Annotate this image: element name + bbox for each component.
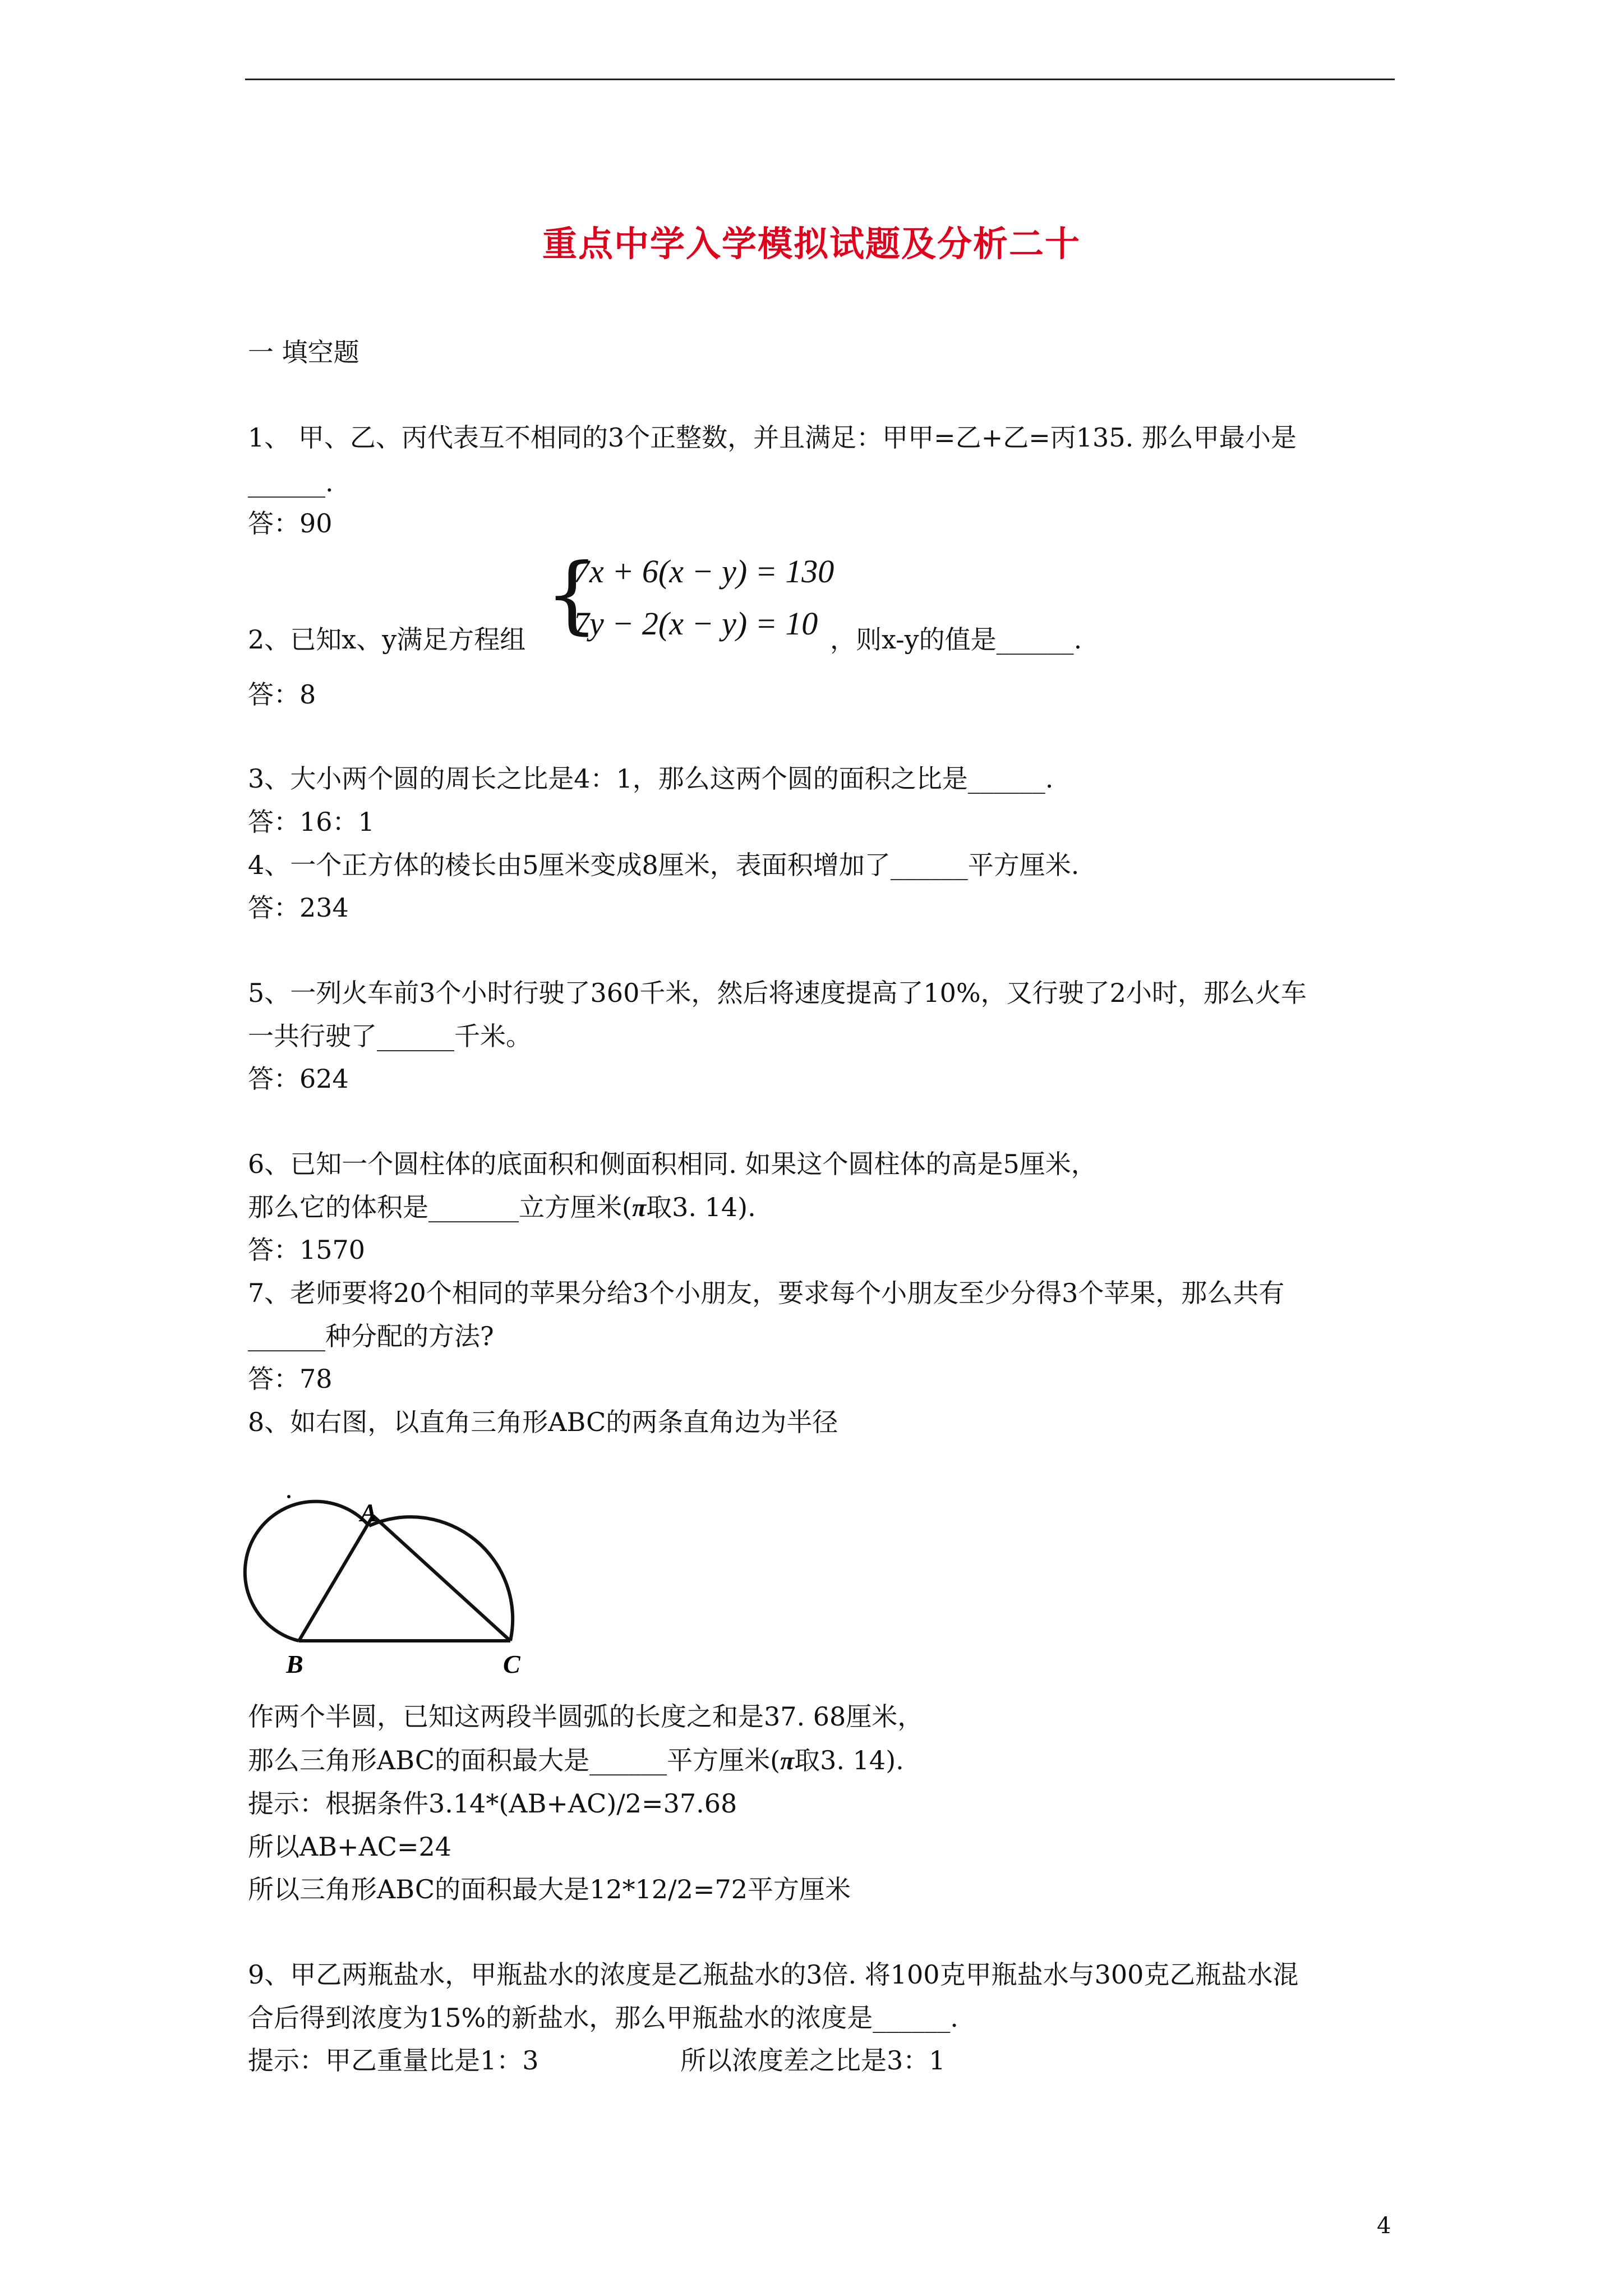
question-3: 3、大小两个圆的周长之比是4：1，那么这两个圆的面积之比是______. (248, 763, 1054, 794)
hint-8-line-1: 提示：根据条件3.14*(AB+AC)/2=37.68 (248, 1788, 737, 1819)
hint-8-line-3: 所以三角形ABC的面积最大是12*12/2=72平方厘米 (248, 1874, 851, 1904)
answer-4: 答：234 (248, 892, 349, 923)
question-2-suffix: ，则x-y的值是______. (830, 624, 1082, 655)
equation-1: 7x + 6(x − y) = 130 (573, 553, 834, 590)
question-9-line-2: 合后得到浓度为15%的新盐水，那么甲瓶盐水的浓度是______. (248, 2003, 958, 2033)
answer-2: 答：8 (248, 679, 316, 710)
question-6-text: 那么它的体积是_______立方厘米( (248, 1192, 632, 1222)
hint-9-part-2: 所以浓度差之比是3：1 (680, 2045, 946, 2076)
equation-2: 7y − 2(x − y) = 10 (573, 605, 818, 642)
semicircle-ab (245, 1502, 369, 1641)
header-rule (245, 79, 1395, 80)
equation-brace: { (545, 546, 599, 643)
pi-symbol: π (631, 1193, 647, 1222)
answer-3: 答：16：1 (248, 807, 375, 837)
question-1-line-2: ______. (248, 467, 334, 498)
triangle-semicircles-figure (241, 1475, 544, 1683)
question-9-line-1: 9、甲乙两瓶盐水，甲瓶盐水的浓度是乙瓶盐水的3倍. 将100克甲瓶盐水与300克乙瓶盐水混 (248, 1959, 1299, 1990)
question-7-line-2: ______种分配的方法? (248, 1321, 494, 1351)
question-6-text-end: 取3. 14). (646, 1192, 756, 1222)
side-ac (373, 1516, 510, 1641)
answer-5: 答：624 (248, 1064, 349, 1094)
hint-8-line-2: 所以AB+AC=24 (248, 1832, 452, 1862)
section-heading: 一 填空题 (248, 337, 359, 367)
label-a: A (360, 1498, 377, 1527)
answer-6: 答：1570 (248, 1235, 366, 1265)
question-8-line-3 (248, 1743, 904, 1778)
label-b: B (286, 1650, 303, 1678)
question-5-line-2: 一共行驶了______千米。 (248, 1021, 532, 1051)
question-6-line-2 (248, 1190, 756, 1225)
question-8-line-2: 作两个半圆，已知这两段半圆弧的长度之和是37. 68厘米， (248, 1701, 924, 1732)
question-6-line-1: 6、已知一个圆柱体的底面积和侧面积相同. 如果这个圆柱体的高是5厘米， (248, 1149, 1097, 1179)
question-8-text-end: 取3. 14). (794, 1745, 904, 1775)
answer-7: 答：78 (248, 1364, 333, 1394)
question-8-text: 那么三角形ABC的面积最大是______平方厘米( (248, 1745, 781, 1775)
label-c: C (503, 1650, 520, 1678)
question-2-prefix: 2、已知x、y满足方程组 (248, 624, 526, 655)
side-ab (299, 1516, 373, 1641)
pi-symbol-2: π (780, 1746, 795, 1775)
question-8: 8、如右图，以直角三角形ABC的两条直角边为半径 (248, 1407, 838, 1437)
page-number: 4 (1377, 2213, 1391, 2239)
answer-1: 答：90 (248, 508, 333, 539)
question-4: 4、一个正方体的棱长由5厘米变成8厘米，表面积增加了______平方厘米. (248, 850, 1080, 880)
question-5-line-1: 5、一列火车前3个小时行驶了360千米，然后将速度提高了10%，又行驶了2小时，那么火车 (248, 978, 1307, 1008)
hint-9-part-1: 提示：甲乙重量比是1：3 (248, 2045, 539, 2076)
question-1-line-1: 1、 甲、乙、丙代表互不相同的3个正整数，并且满足：甲甲=乙+乙=丙135. 那么甲最小是 (248, 422, 1297, 453)
question-7-line-1: 7、老师要将20个相同的苹果分给3个小朋友，要求每个小朋友至少分得3个苹果，那么共有 (248, 1278, 1285, 1308)
page-title: 重点中学入学模拟试题及分析二十 (542, 223, 1081, 264)
